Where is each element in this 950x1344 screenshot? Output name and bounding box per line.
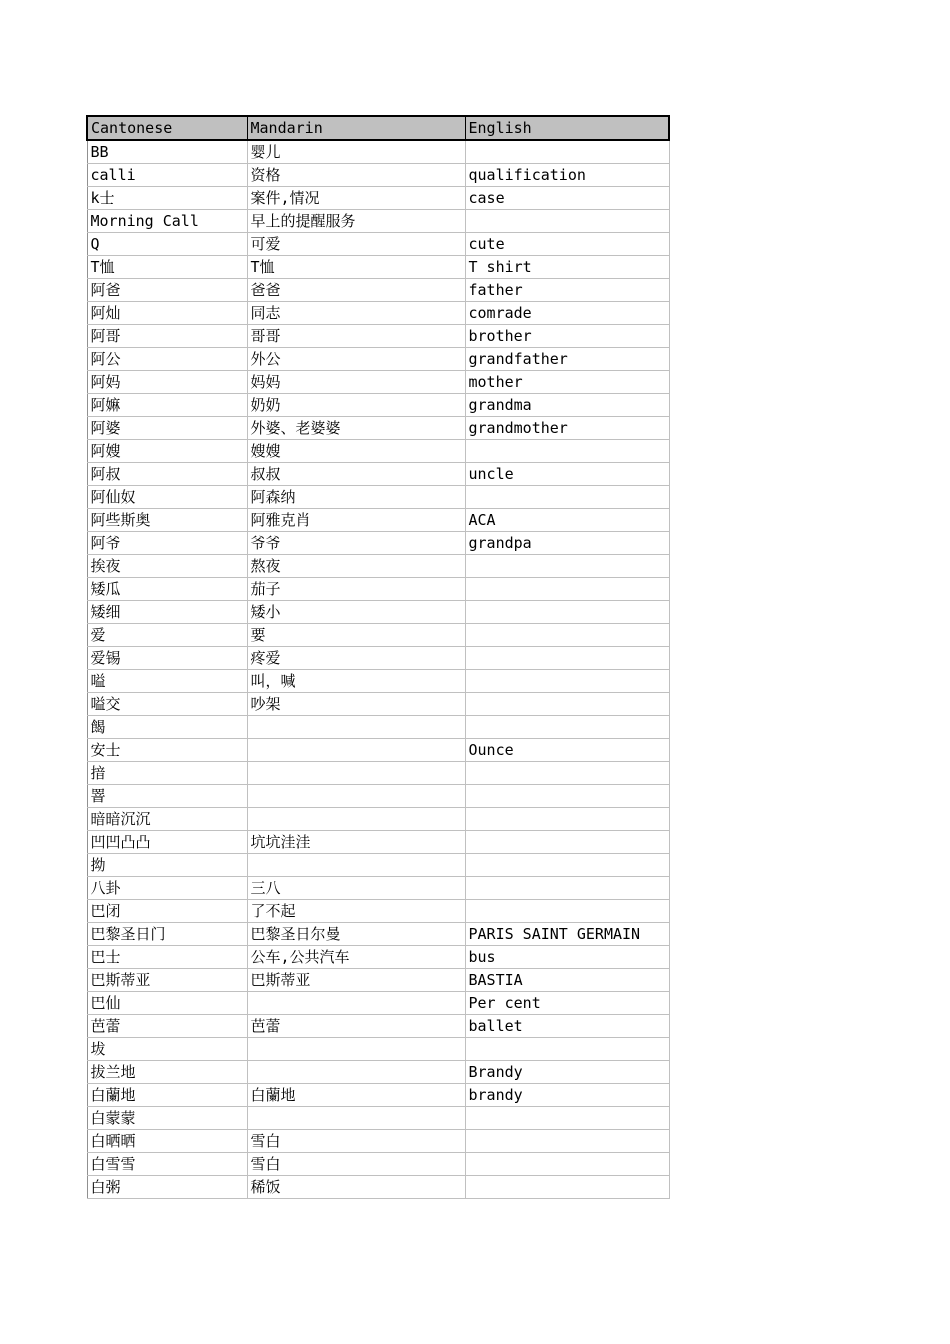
- mandarin-cell[interactable]: 公车,公共汽车: [247, 946, 465, 969]
- mandarin-cell[interactable]: 坑坑洼洼: [247, 831, 465, 854]
- cantonese-cell[interactable]: 阿爸: [87, 279, 247, 302]
- mandarin-cell[interactable]: [247, 785, 465, 808]
- cantonese-cell[interactable]: 白雪雪: [87, 1153, 247, 1176]
- cantonese-cell[interactable]: 拗: [87, 854, 247, 877]
- table-row: [87, 440, 669, 463]
- english-cell[interactable]: [465, 486, 669, 509]
- cantonese-cell[interactable]: 阿些斯奥: [87, 509, 247, 532]
- english-cell[interactable]: [465, 1153, 669, 1176]
- english-cell[interactable]: brandy: [465, 1084, 669, 1107]
- header-row: [87, 116, 669, 140]
- table-row: [87, 164, 669, 187]
- english-cell[interactable]: [465, 140, 669, 164]
- mandarin-cell[interactable]: 同志: [247, 302, 465, 325]
- cantonese-cell[interactable]: 阿灿: [87, 302, 247, 325]
- mandarin-cell[interactable]: 案件,情况: [247, 187, 465, 210]
- table-row: [87, 555, 669, 578]
- table-row: [87, 785, 669, 808]
- table-row: [87, 578, 669, 601]
- table-row: [87, 371, 669, 394]
- table-row: [87, 969, 669, 992]
- cantonese-cell[interactable]: 阿妈: [87, 371, 247, 394]
- mandarin-cell[interactable]: [247, 1038, 465, 1061]
- table-row: [87, 670, 669, 693]
- table-row: [87, 279, 669, 302]
- english-cell[interactable]: grandfather: [465, 348, 669, 371]
- mandarin-cell[interactable]: 爸爸: [247, 279, 465, 302]
- mandarin-cell[interactable]: 可爱: [247, 233, 465, 256]
- mandarin-cell[interactable]: 妈妈: [247, 371, 465, 394]
- english-cell[interactable]: comrade: [465, 302, 669, 325]
- english-cell[interactable]: [465, 1038, 669, 1061]
- vocabulary-table: [86, 115, 670, 1199]
- english-cell[interactable]: mother: [465, 371, 669, 394]
- english-cell[interactable]: grandmother: [465, 417, 669, 440]
- cantonese-cell[interactable]: 巴士: [87, 946, 247, 969]
- table-body: [87, 140, 669, 1199]
- english-cell[interactable]: father: [465, 279, 669, 302]
- table-row: [87, 831, 669, 854]
- english-cell[interactable]: [465, 1176, 669, 1199]
- cantonese-cell[interactable]: Q: [87, 233, 247, 256]
- mandarin-cell[interactable]: [247, 854, 465, 877]
- english-cell[interactable]: BASTIA: [465, 969, 669, 992]
- english-cell[interactable]: [465, 693, 669, 716]
- mandarin-cell[interactable]: 外婆、老婆婆: [247, 417, 465, 440]
- cantonese-cell[interactable]: 餲: [87, 716, 247, 739]
- table-row: [87, 1153, 669, 1176]
- mandarin-cell[interactable]: 早上的提醒服务: [247, 210, 465, 233]
- table-row: [87, 762, 669, 785]
- table-row: [87, 1107, 669, 1130]
- table-row: [87, 417, 669, 440]
- cantonese-cell[interactable]: 芭蕾: [87, 1015, 247, 1038]
- table-row: [87, 233, 669, 256]
- cantonese-cell[interactable]: 嗌交: [87, 693, 247, 716]
- table-header: [87, 116, 669, 140]
- cantonese-cell[interactable]: 阿嫲: [87, 394, 247, 417]
- english-cell[interactable]: [465, 1107, 669, 1130]
- english-cell[interactable]: [465, 785, 669, 808]
- cantonese-cell[interactable]: 阿嫂: [87, 440, 247, 463]
- table-row: [87, 486, 669, 509]
- table-row: [87, 693, 669, 716]
- table-row: [87, 532, 669, 555]
- english-cell[interactable]: [465, 440, 669, 463]
- mandarin-cell[interactable]: 吵架: [247, 693, 465, 716]
- header-cantonese[interactable]: Cantonese: [87, 116, 247, 140]
- table-row: [87, 140, 669, 164]
- table-row: [87, 992, 669, 1015]
- mandarin-cell[interactable]: T恤: [247, 256, 465, 279]
- mandarin-cell[interactable]: 茄子: [247, 578, 465, 601]
- table-row: [87, 394, 669, 417]
- mandarin-cell[interactable]: 了不起: [247, 900, 465, 923]
- table-row: [87, 1038, 669, 1061]
- cantonese-cell[interactable]: 矮细: [87, 601, 247, 624]
- cantonese-cell[interactable]: 暗暗沉沉: [87, 808, 247, 831]
- cantonese-cell[interactable]: BB: [87, 140, 247, 164]
- mandarin-cell[interactable]: [247, 739, 465, 762]
- cantonese-cell[interactable]: 安士: [87, 739, 247, 762]
- english-cell[interactable]: [465, 555, 669, 578]
- header-english[interactable]: English: [465, 116, 669, 140]
- english-cell[interactable]: [465, 808, 669, 831]
- cantonese-cell[interactable]: 巴斯蒂亚: [87, 969, 247, 992]
- cantonese-cell[interactable]: 阿爷: [87, 532, 247, 555]
- mandarin-cell[interactable]: 芭蕾: [247, 1015, 465, 1038]
- cantonese-cell[interactable]: 白蘭地: [87, 1084, 247, 1107]
- table-row: [87, 302, 669, 325]
- english-cell[interactable]: [465, 670, 669, 693]
- table-row: [87, 716, 669, 739]
- table-row: [87, 1061, 669, 1084]
- cantonese-cell[interactable]: 嗌: [87, 670, 247, 693]
- cantonese-cell[interactable]: 阿公: [87, 348, 247, 371]
- mandarin-cell[interactable]: 疼爱: [247, 647, 465, 670]
- table-row: [87, 601, 669, 624]
- english-cell[interactable]: grandpa: [465, 532, 669, 555]
- mandarin-cell[interactable]: 奶奶: [247, 394, 465, 417]
- mandarin-cell[interactable]: 外公: [247, 348, 465, 371]
- table-row: [87, 877, 669, 900]
- english-cell[interactable]: [465, 1130, 669, 1153]
- table-row: [87, 256, 669, 279]
- english-cell[interactable]: cute: [465, 233, 669, 256]
- english-cell[interactable]: bus: [465, 946, 669, 969]
- mandarin-cell[interactable]: 三八: [247, 877, 465, 900]
- cantonese-cell[interactable]: 凹凹凸凸: [87, 831, 247, 854]
- cantonese-cell[interactable]: calli: [87, 164, 247, 187]
- cantonese-cell[interactable]: Morning Call: [87, 210, 247, 233]
- english-cell[interactable]: ACA: [465, 509, 669, 532]
- english-cell[interactable]: brother: [465, 325, 669, 348]
- english-cell[interactable]: grandma: [465, 394, 669, 417]
- table-row: [87, 1015, 669, 1038]
- cantonese-cell[interactable]: 巴闭: [87, 900, 247, 923]
- cantonese-cell[interactable]: 阿婆: [87, 417, 247, 440]
- table-row: [87, 900, 669, 923]
- english-cell[interactable]: case: [465, 187, 669, 210]
- english-cell[interactable]: Brandy: [465, 1061, 669, 1084]
- table-row: [87, 808, 669, 831]
- english-cell[interactable]: [465, 900, 669, 923]
- mandarin-cell[interactable]: [247, 762, 465, 785]
- cantonese-cell[interactable]: 坺: [87, 1038, 247, 1061]
- mandarin-cell[interactable]: 雪白: [247, 1153, 465, 1176]
- table-row: [87, 463, 669, 486]
- english-cell[interactable]: [465, 624, 669, 647]
- mandarin-cell[interactable]: 哥哥: [247, 325, 465, 348]
- table-row: [87, 1130, 669, 1153]
- cantonese-cell[interactable]: 白蒙蒙: [87, 1107, 247, 1130]
- cantonese-cell[interactable]: 爱锡: [87, 647, 247, 670]
- table-row: [87, 325, 669, 348]
- english-cell[interactable]: [465, 210, 669, 233]
- english-cell[interactable]: [465, 716, 669, 739]
- english-cell[interactable]: [465, 762, 669, 785]
- mandarin-cell[interactable]: 巴斯蒂亚: [247, 969, 465, 992]
- mandarin-cell[interactable]: 要: [247, 624, 465, 647]
- table-row: [87, 624, 669, 647]
- english-cell[interactable]: Ounce: [465, 739, 669, 762]
- cantonese-cell[interactable]: 阿叔: [87, 463, 247, 486]
- mandarin-cell[interactable]: 嫂嫂: [247, 440, 465, 463]
- cantonese-cell[interactable]: k士: [87, 187, 247, 210]
- cantonese-cell[interactable]: 拔兰地: [87, 1061, 247, 1084]
- mandarin-cell[interactable]: 矮小: [247, 601, 465, 624]
- mandarin-cell[interactable]: [247, 808, 465, 831]
- mandarin-cell[interactable]: 阿雅克肖: [247, 509, 465, 532]
- english-cell[interactable]: [465, 877, 669, 900]
- mandarin-cell[interactable]: 阿森纳: [247, 486, 465, 509]
- english-cell[interactable]: [465, 831, 669, 854]
- english-cell[interactable]: ballet: [465, 1015, 669, 1038]
- cantonese-cell[interactable]: 爱: [87, 624, 247, 647]
- mandarin-cell[interactable]: 白蘭地: [247, 1084, 465, 1107]
- table-row: [87, 946, 669, 969]
- english-cell[interactable]: [465, 601, 669, 624]
- mandarin-cell[interactable]: [247, 1061, 465, 1084]
- table-row: [87, 854, 669, 877]
- cantonese-cell[interactable]: 阿仙奴: [87, 486, 247, 509]
- table-row: [87, 348, 669, 371]
- english-cell[interactable]: [465, 647, 669, 670]
- table-row: [87, 509, 669, 532]
- table-row: [87, 210, 669, 233]
- english-cell[interactable]: [465, 854, 669, 877]
- table-row: [87, 923, 669, 946]
- cantonese-cell[interactable]: 矮瓜: [87, 578, 247, 601]
- cantonese-cell[interactable]: 八卦: [87, 877, 247, 900]
- cantonese-cell[interactable]: 白晒晒: [87, 1130, 247, 1153]
- mandarin-cell[interactable]: 叔叔: [247, 463, 465, 486]
- cantonese-cell[interactable]: 阿哥: [87, 325, 247, 348]
- cantonese-cell[interactable]: 巴仙: [87, 992, 247, 1015]
- table-row: [87, 1084, 669, 1107]
- english-cell[interactable]: uncle: [465, 463, 669, 486]
- cantonese-cell[interactable]: 揞: [87, 762, 247, 785]
- mandarin-cell[interactable]: 稀饭: [247, 1176, 465, 1199]
- cantonese-cell[interactable]: 罯: [87, 785, 247, 808]
- mandarin-cell[interactable]: [247, 716, 465, 739]
- header-mandarin[interactable]: Mandarin: [247, 116, 465, 140]
- mandarin-cell[interactable]: 雪白: [247, 1130, 465, 1153]
- table-row: [87, 1176, 669, 1199]
- english-cell[interactable]: T shirt: [465, 256, 669, 279]
- english-cell[interactable]: [465, 578, 669, 601]
- table-row: [87, 187, 669, 210]
- mandarin-cell[interactable]: 熬夜: [247, 555, 465, 578]
- mandarin-cell[interactable]: 巴黎圣日尔曼: [247, 923, 465, 946]
- cantonese-cell[interactable]: 巴黎圣日门: [87, 923, 247, 946]
- table-row: [87, 739, 669, 762]
- mandarin-cell[interactable]: [247, 992, 465, 1015]
- cantonese-cell[interactable]: T恤: [87, 256, 247, 279]
- mandarin-cell[interactable]: [247, 1107, 465, 1130]
- cantonese-cell[interactable]: 白粥: [87, 1176, 247, 1199]
- mandarin-cell[interactable]: 婴儿: [247, 140, 465, 164]
- table-row: [87, 647, 669, 670]
- english-cell[interactable]: Per cent: [465, 992, 669, 1015]
- mandarin-cell[interactable]: 资格: [247, 164, 465, 187]
- english-cell[interactable]: qualification: [465, 164, 669, 187]
- cantonese-cell[interactable]: 挨夜: [87, 555, 247, 578]
- mandarin-cell[interactable]: 爷爷: [247, 532, 465, 555]
- mandarin-cell[interactable]: 叫，喊: [247, 670, 465, 693]
- english-cell[interactable]: PARIS SAINT GERMAIN: [465, 923, 669, 946]
